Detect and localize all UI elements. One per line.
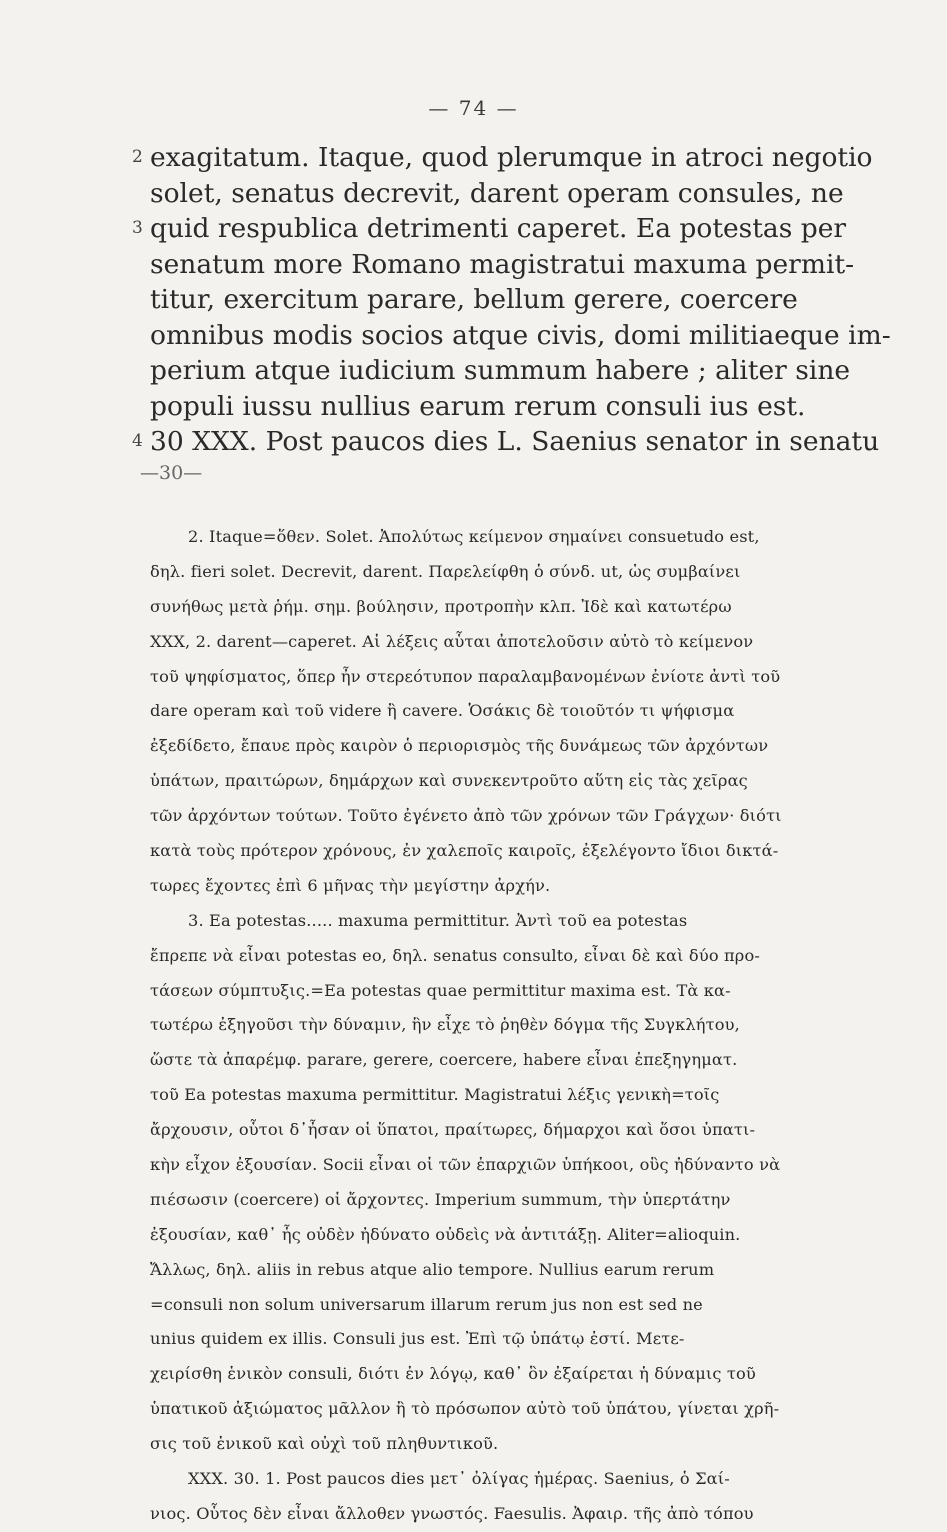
main-line-text: senatum more Romano magistratui maxuma permit-: [150, 248, 855, 280]
commentary-line: XXX. 30. 1. Post paucos dies μετ᾽ ὀλίγας ἡμέρας. Saenius, ὁ Σαί-: [188, 1469, 730, 1489]
commentary-line: σις τοῦ ἑνικοῦ καὶ οὐχὶ τοῦ πληθυντικοῦ.: [150, 1434, 499, 1454]
main-line-text: omnibus modis socios atque civis, domi militiaeque im-: [150, 319, 891, 351]
greek-commentary: [150, 520, 890, 1532]
commentary-line: unius quidem ex illis. Consuli jus est. Ἐπὶ τῷ ὑπάτῳ ἐστί. Μετε-: [150, 1329, 685, 1349]
commentary-line: XXX, 2. darent—caperet. Αἱ λέξεις αὗται ἀποτελοῦσιν αὐτὸ τὸ κείμενον: [150, 631, 754, 651]
commentary-line: ἐξουσίαν, καθ᾽ ἧς οὐδὲν ἠδύνατο οὐδεὶς νὰ ἀντιτάξῃ. Aliter=alioquin.: [150, 1224, 741, 1244]
main-line: [150, 176, 880, 212]
commentary-line: ἄρχουσιν, οὗτοι δ᾽ἦσαν οἱ ὕπατοι, πραίτωρες, δήμαρχοι καὶ ὅσοι ὑπατι-: [150, 1120, 756, 1140]
section-number: 3: [132, 218, 143, 238]
commentary-line: Ἄλλως, δηλ. aliis in rebus atque alio tempore. Nullius earum rerum: [150, 1259, 715, 1279]
commentary-line: τάσεων σύμπτυξις.=Ea potestas quae permittitur maxima est. Τὰ κα-: [150, 980, 731, 1000]
commentary-line: 2. Itaque=ὅθεν. Solet. Ἀπολύτως κείμενον σημαίνει consuetudo est,: [188, 527, 760, 546]
commentary-line: τοῦ Ea potestas maxuma permittitur. Magistratui λέξις γενικὴ=τοῖς: [150, 1085, 720, 1105]
commentary-line: τωρες ἔχοντες ἐπὶ 6 μῆνας τὴν μεγίστην ἀρχήν.: [150, 875, 551, 895]
commentary-line: =consuli non solum universarum illarum rerum jus non est sed ne: [150, 1294, 703, 1314]
main-line-text: solet, senatus decrevit, darent operam consules, ne: [150, 177, 844, 209]
section-number: 4: [132, 431, 143, 451]
commentary-line: ὑπάτων, πραιτώρων, δημάρχων καὶ συνεκεντροῦτο αὕτη εἰς τὰς χεῖρας: [150, 771, 748, 791]
main-line: [150, 389, 880, 425]
main-line-text: perium atque iudicium summum habere ; aliter sine: [150, 355, 851, 386]
commentary-line: ἐξεδίδετο, ἔπαυε πρὸς καιρὸν ὁ περιορισμὸς τῆς δυνάμεως τῶν ἀρχόντων: [150, 736, 769, 756]
main-line: [132, 424, 880, 484]
commentary-line: κατὰ τοὺς πρότερον χρόνους, ἐν χαλεποῖς καιροῖς, ἐξελέγοντο ἴδιοι δικτά-: [150, 841, 779, 861]
main-line-text: 30 XXX. Post paucos dies L. Saenius senator in senatu: [150, 426, 880, 457]
main-line: [150, 247, 880, 283]
commentary-line: ἔπρεπε νὰ εἶναι potestas eo, δηλ. senatus consulto, εἶναι δὲ καὶ δύο προ-: [150, 945, 760, 965]
main-line: [150, 353, 880, 389]
commentary-line: 3. Ea potestas..... maxuma permittitur. Ἀντὶ τοῦ ea potestas: [188, 910, 688, 930]
section-number: 2: [132, 147, 143, 167]
main-line: [132, 140, 880, 176]
commentary-line: κὴν εἶχον ἐξουσίαν. Socii εἶναι οἱ τῶν ἐπαρχιῶν ὑπήκοοι, οὓς ἠδύναντο νὰ: [150, 1155, 781, 1175]
main-line-text: populi iussu nullius earum rerum consuli ius est.: [150, 390, 806, 422]
main-line-text: quid respublica detrimenti caperet. Ea potestas per: [150, 213, 847, 244]
commentary-line: χειρίσθη ἑνικὸν consuli, διότι ἐν λόγῳ, καθ᾽ ὃν ἐξαίρεται ἡ δύναμις τοῦ: [150, 1364, 756, 1384]
commentary-line: δηλ. fieri solet. Decrevit, darent. Παρελείφθη ὁ σύνδ. ut, ὡς συμβαίνει: [150, 561, 741, 581]
commentary-line: νιος. Οὗτος δὲν εἶναι ἄλλοθεν γνωστός. Faesulis. Ἀφαιρ. τῆς ἀπὸ τόπου: [150, 1503, 754, 1523]
commentary-line: ὥστε τὰ ἀπαρέμφ. parare, gerere, coercere, habere εἶναι ἐπεξηγηματ.: [150, 1050, 738, 1070]
commentary-line: πιέσωσιν (coercere) οἱ ἄρχοντες. Imperium summum, τὴν ὑπερτάτην: [150, 1189, 731, 1209]
commentary-line: ὑπατικοῦ ἀξιώματος μᾶλλον ἢ τὸ πρόσωπον αὐτὸ τοῦ ὑπάτου, γίνεται χρῆ-: [150, 1399, 780, 1419]
main-line-text: titur, exercitum parare, bellum gerere, coercere: [150, 284, 798, 315]
main-latin-text: [132, 140, 891, 484]
commentary-line: τῶν ἀρχόντων τούτων. Τοῦτο ἐγένετο ἀπὸ τῶν χρόνων τῶν Γράγχων· διότι: [150, 806, 782, 826]
main-line-text: exagitatum. Itaque, quod plerumque in atroci negotio: [150, 142, 873, 173]
main-line: [150, 282, 880, 318]
margin-marker: —30—: [140, 462, 203, 484]
commentary-line: τωτέρω ἐξηγοῦσι τὴν δύναμιν, ἣν εἶχε τὸ ῥηθὲν δόγμα τῆς Συγκλήτου,: [150, 1015, 740, 1035]
main-line: [150, 318, 891, 354]
commentary-line: dare operam καὶ τοῦ videre ἢ cavere. Ὁσάκις δὲ τοιοῦτόν τι ψήφισμα: [150, 701, 735, 721]
commentary-line: συνήθως μετὰ ῥήμ. σημ. βούλησιν, προτροπὴν κλπ. Ἰδὲ καὶ κατωτέρω: [150, 596, 732, 616]
commentary-line: τοῦ ψηφίσματος, ὅπερ ἦν στερεότυπον παραλαμβανομένων ἐνίοτε ἀντὶ τοῦ: [150, 666, 781, 686]
main-line: [132, 211, 880, 247]
page-number: — 74 —: [428, 96, 519, 120]
